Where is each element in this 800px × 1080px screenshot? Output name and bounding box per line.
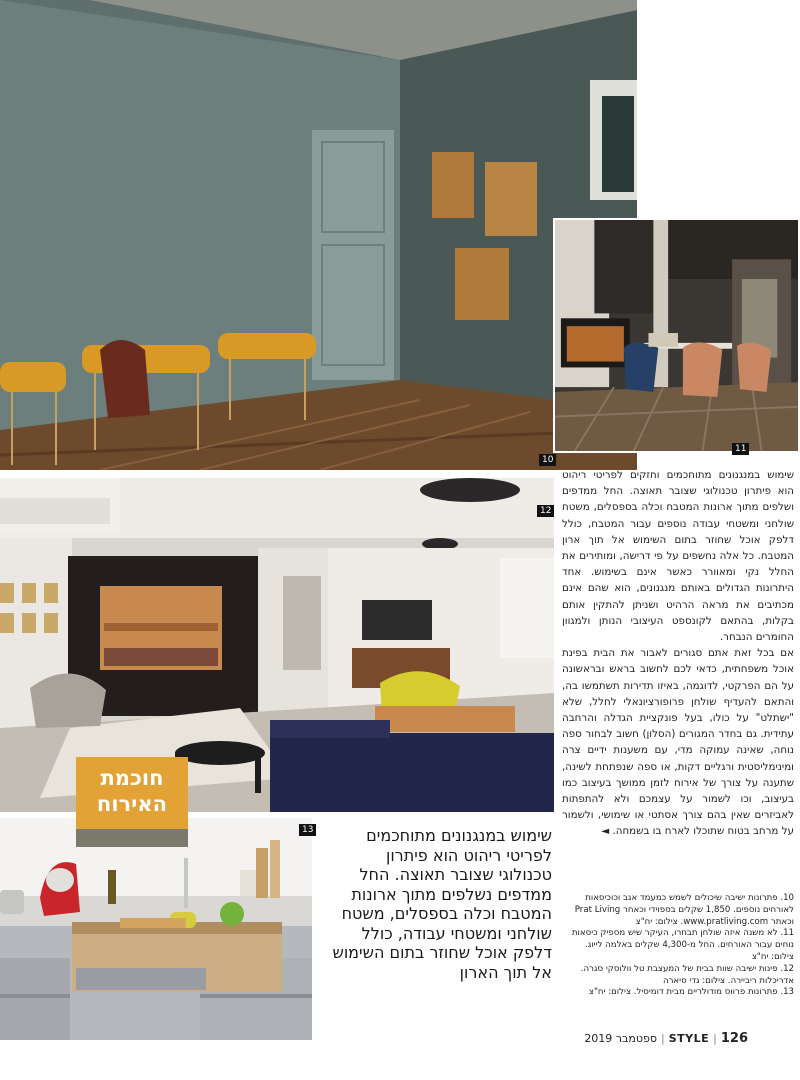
article-paragraph-1: שימוש במנגנונים מתוחכמים וחזקים לפריטי ריהוט הוא פיתרון טכנולוגי שצובר תאוצה. החל ממדפים ושלפים מתוך ארונות המטבח וכלה בספסלים, משטח שולחני ומשטחי עבודה נוספים עבור המטבח, כולל דלפק אוכל שחוזר בתום השימוש אל תוך ארון המטבח. כל אלה נחשפים על פי דרישה, ומותירים את החלל נקי ומאוורר כאשר אינם בשימוש. אחד היתרונות הגדולים באותם מנגנונים, הוא שהם אינם מכתיבים את מראה הרהיט ושניתן להתקין אותם בקלות, בהתאם לקונספט העיצובי הנותן ולמגוון החומרים הנבחר. bbox=[562, 469, 794, 644]
page-number: 126 bbox=[720, 1031, 748, 1046]
magazine-name: STYLE bbox=[668, 1032, 710, 1045]
photo-kitchen bbox=[0, 818, 312, 1040]
photo-captions bbox=[562, 893, 794, 1017]
callout-box bbox=[76, 757, 188, 847]
callout-title bbox=[76, 757, 188, 829]
article-body bbox=[562, 467, 794, 882]
caption-12: 12. פינות ישיבה שוות בבית של המעצבת טל וולוסקי סגרה. אדריכלות ריביירה. צילום: גדי סיארה bbox=[580, 963, 794, 986]
page-footer: 126|STYLE|ספטמבר 2019 bbox=[584, 1031, 748, 1046]
photo-number-11: 11 bbox=[732, 443, 749, 455]
article-paragraph-2: אם בכל זאת אתם סגורים לאבור את הבית בפינת אוכל משפחתית, כדאי לכם לחשוב בראש ובראשונה על הם הפרקטי, לדוגמה, באיזו תדירות תשתמשו בה, והתאם להעדיף שולחן פרופורציונאלי לחלל, שלא "ישתלט" על כולו, בעל פונקציית הגדלה והרחבה עתידית. גם בחדר המגורים (הסלון) חשוב לבחור ספה נוחה, שאינה עמוקה מדי, עם משענות ידיים צרה ומינימליסטית ורגליים דקות, או ספה שנפתחת לשינה, שתענה על צורך של אירוח לזמן ממושך בעיצוב כמו בעיצוב, וכו לשמור על עצמכם ולא להתפתות לאביזרים שאין בהם צורך אסתטי או שימושי, ולשמור על מרחב בטוח שתוכלו לארח בו בשמחה. ◄ bbox=[562, 647, 794, 838]
photo-number-10: 10 bbox=[539, 454, 556, 466]
photo-number-13: 13 bbox=[299, 824, 316, 836]
photo-dining-room bbox=[553, 218, 800, 453]
caption-10: 10. פתרונות ישיבה שיכולים לשמש כמעמד אגב וכוכיסאות לאורחים נוספים. 1,850 שקלים בספוידי וכאחר Prat Living וכאתר www.pratliving.com. צילום: יח"צ bbox=[574, 893, 794, 927]
callout-line-2: האירוח bbox=[96, 792, 168, 816]
callout-band bbox=[76, 829, 188, 847]
pull-quote: שימוש במנגנונים מתוחכמים לפריטי ריהוט הוא פיתרון טכנולוגי שצובר תאוצה. החל ממדפים נשלפים מתוך ארונות המטבח וכלה בספסלים, משטח שולחני ומשטחי עבודה, כולל דלפק אוכל שחוזר בתום השימוש אל תוך הארון bbox=[332, 826, 552, 982]
photo-number-12: 12 bbox=[537, 505, 554, 517]
caption-11: 11. לא משנה איזה שולחן תבחרו, העיקר שיש מספיק כיסאות נוחים עבור האורחים. החל מ-4,300 שקלים באלמה לייוג. צילום: יח"צ bbox=[571, 928, 794, 962]
photo-teal-room bbox=[0, 0, 637, 470]
caption-13: 13. פתרונות פרווס מודולריים מבית דומיסיל. צילום: יח"צ bbox=[588, 987, 794, 998]
issue-date: ספטמבר 2019 bbox=[584, 1032, 657, 1045]
callout-line-1: חוכמת bbox=[100, 766, 164, 790]
